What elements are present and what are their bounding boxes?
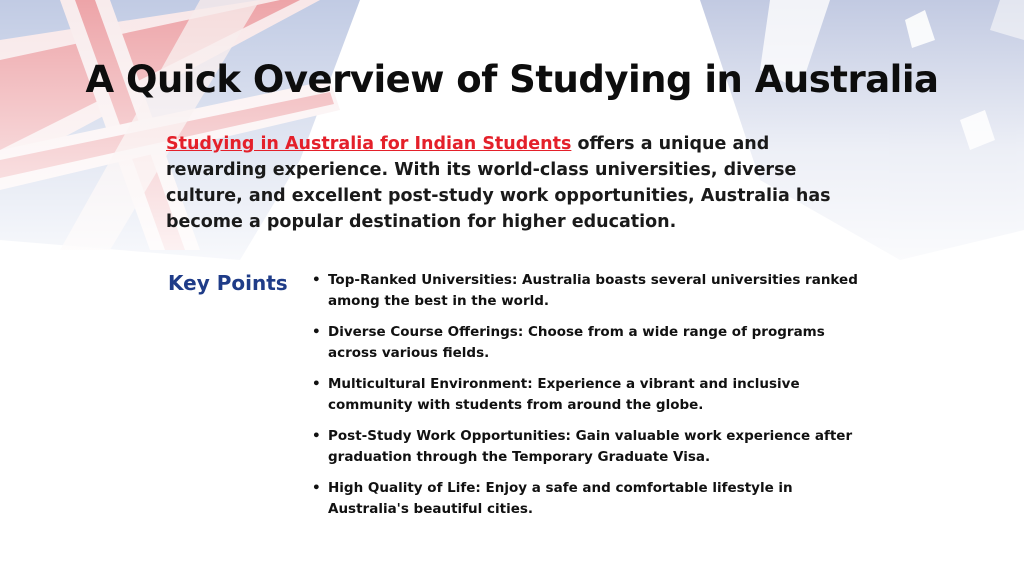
intro-text: offers a unique and rewarding experience. With its world-class universities, diverse culture, and excellent post-study work opportunities, Australia has become a popular destination for higher education. bbox=[166, 134, 831, 232]
list-item bbox=[312, 478, 872, 520]
key-points-list bbox=[312, 270, 872, 530]
intro-paragraph bbox=[166, 131, 846, 235]
key-points-heading: Key Points bbox=[168, 271, 288, 295]
point-text: High Quality of Life: Enjoy a safe and comfortable lifestyle in Australia's beautiful cities. bbox=[328, 480, 793, 517]
list-item bbox=[312, 322, 872, 364]
slide-title: A Quick Overview of Studying in Australia bbox=[85, 58, 939, 101]
point-text: Multicultural Environment: Experience a vibrant and inclusive community with students from around the globe. bbox=[328, 376, 800, 413]
list-item bbox=[312, 374, 872, 416]
intro-link[interactable]: Studying in Australia for Indian Students bbox=[166, 134, 572, 154]
bullet-icon: • bbox=[312, 428, 321, 444]
point-text: Post-Study Work Opportunities: Gain valuable work experience after graduation through the Temporary Graduate Visa. bbox=[328, 428, 853, 465]
list-item bbox=[312, 270, 872, 312]
point-text: Top-Ranked Universities: Australia boasts several universities ranked among the best in the world. bbox=[328, 272, 858, 309]
bullet-icon: • bbox=[312, 272, 321, 288]
point-text: Diverse Course Offerings: Choose from a wide range of programs across various fields. bbox=[328, 324, 825, 361]
bullet-icon: • bbox=[312, 376, 321, 392]
list-item bbox=[312, 426, 872, 468]
bullet-icon: • bbox=[312, 324, 321, 340]
bullet-icon: • bbox=[312, 480, 321, 496]
